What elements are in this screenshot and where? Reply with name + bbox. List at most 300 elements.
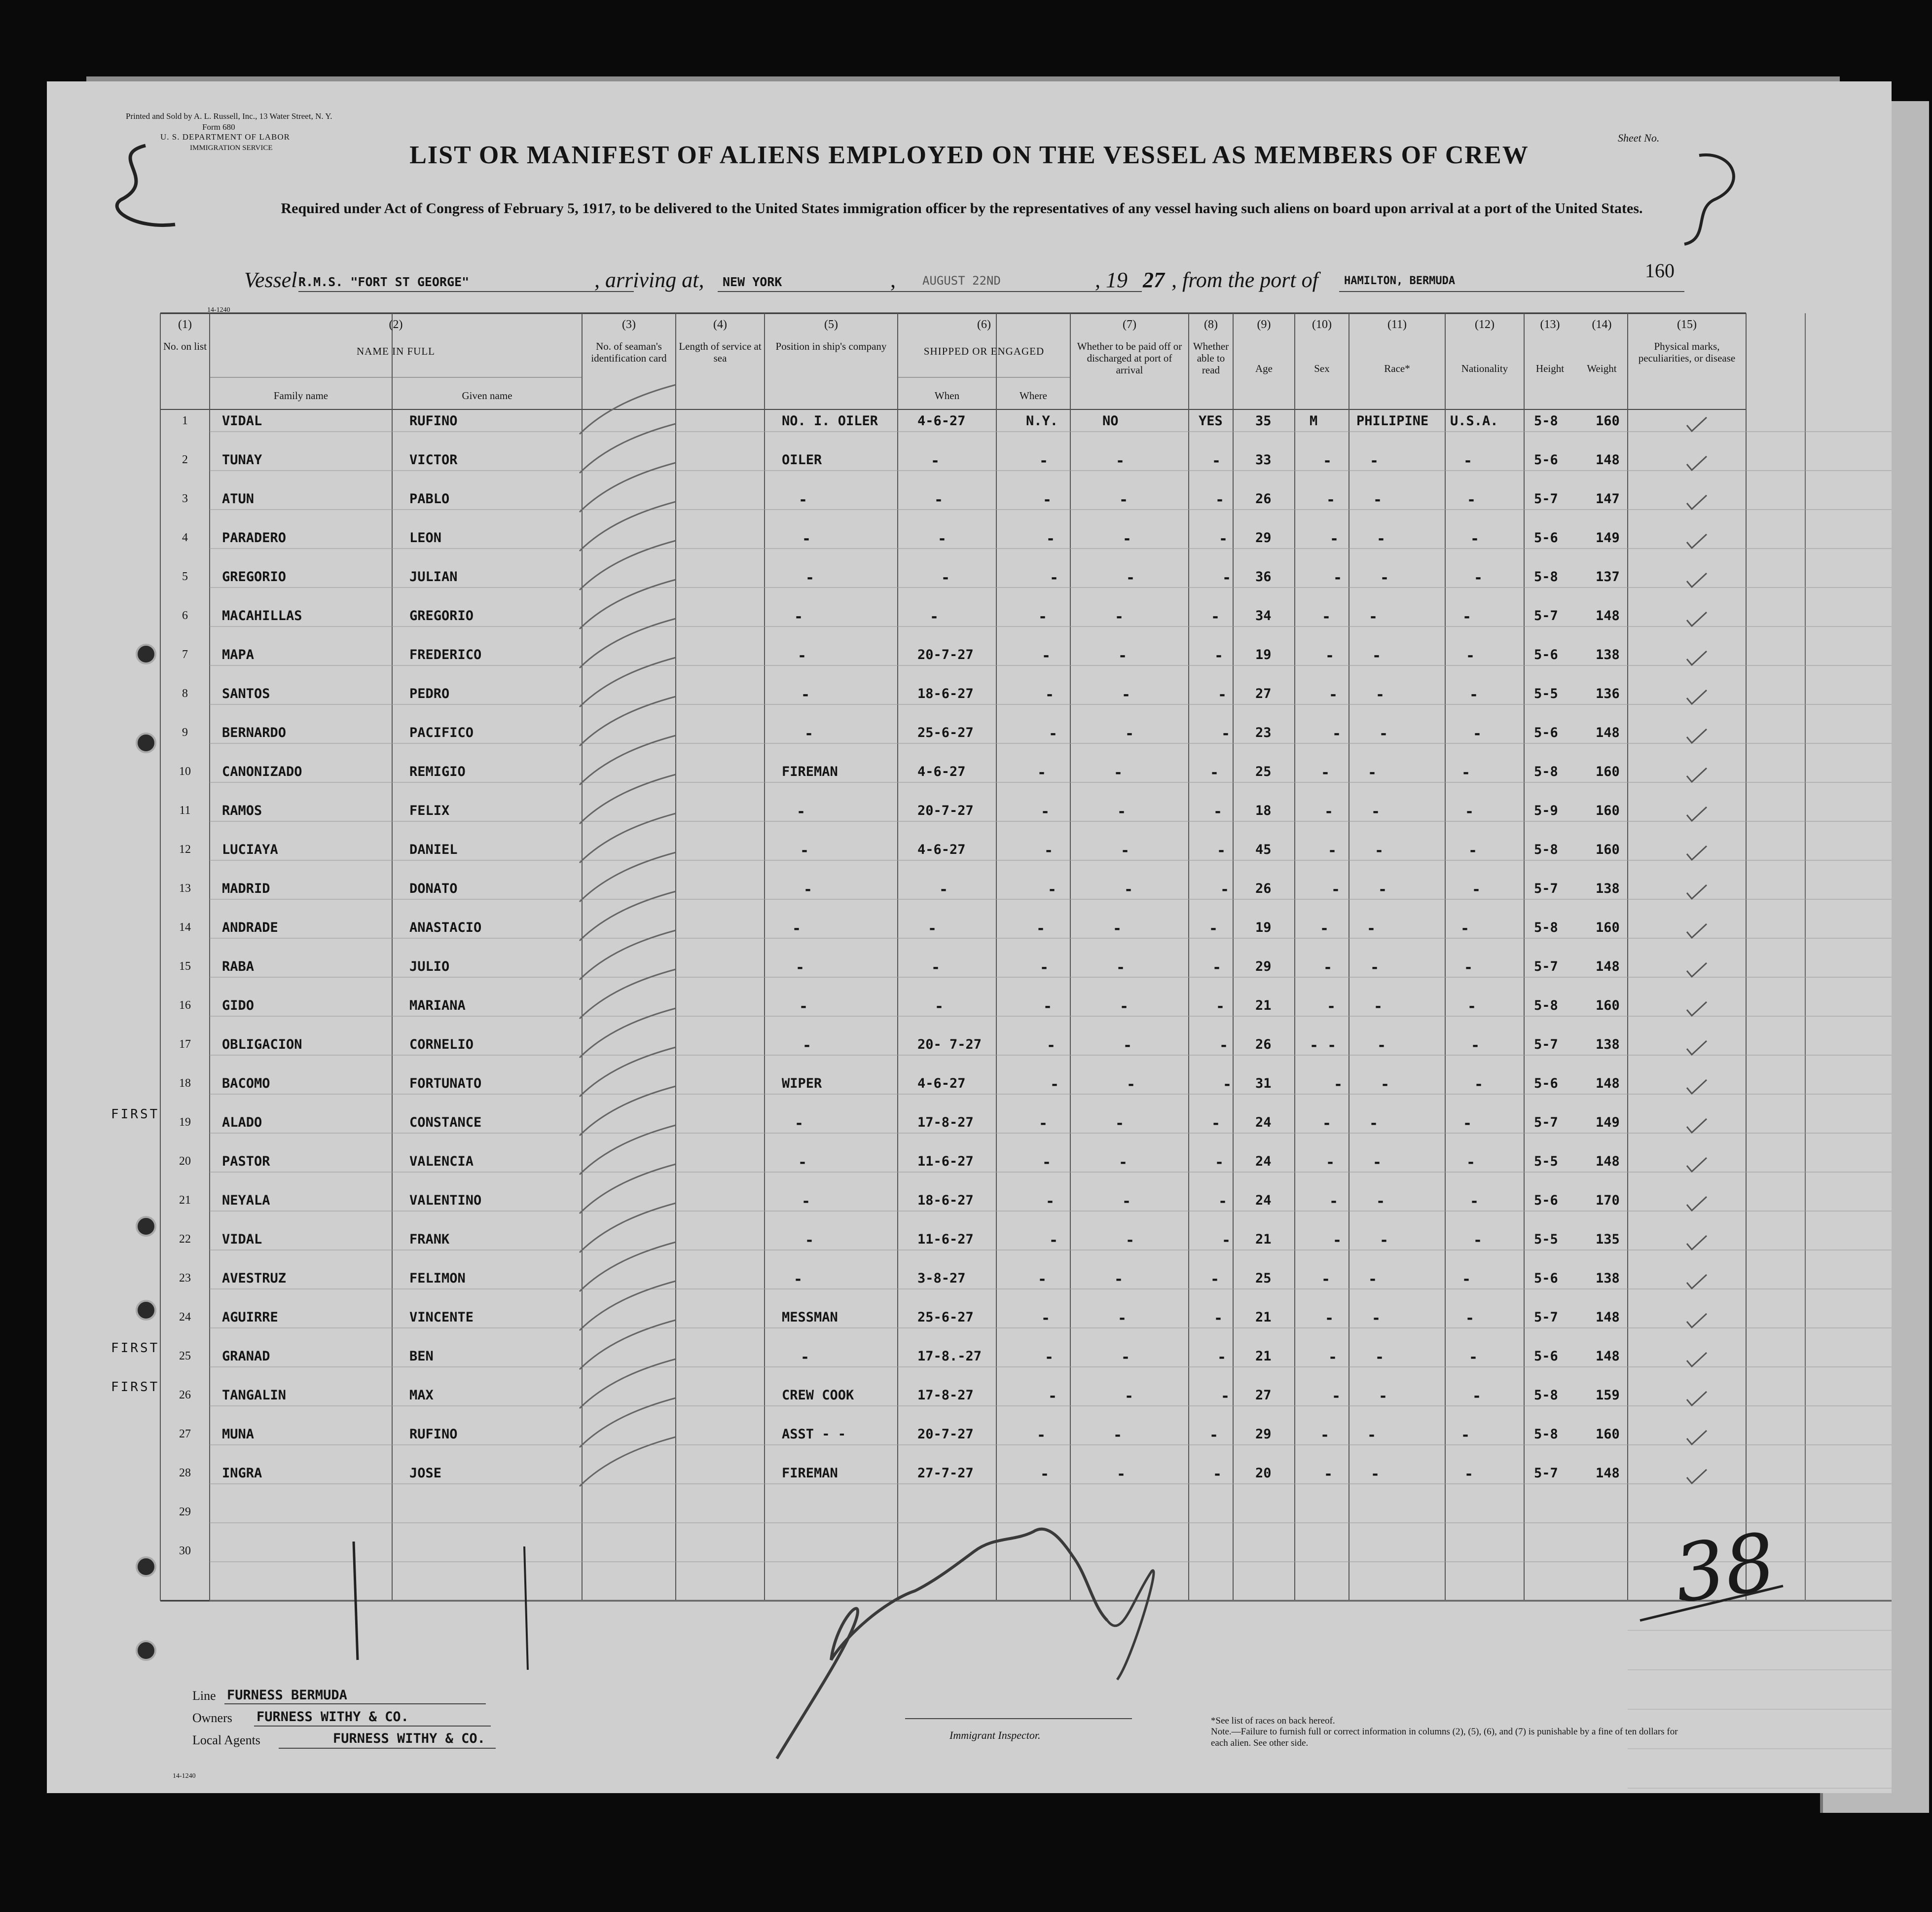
cell-given: PACIFICO — [409, 725, 474, 740]
column-number: (15) — [1677, 318, 1697, 331]
cell-where: - — [1050, 1076, 1059, 1093]
cell-sex: - — [1333, 569, 1343, 587]
cell-where: - — [1043, 491, 1052, 509]
arrival-date: AUGUST 22ND — [922, 274, 1001, 288]
race-note: *See list of races on back hereof. — [1211, 1716, 1335, 1726]
cell-family: ALADO — [222, 1115, 262, 1130]
cell-read: - — [1221, 1388, 1230, 1405]
cell-race: - — [1370, 452, 1379, 470]
cell-when: - — [941, 569, 950, 587]
cell-position: - — [800, 842, 809, 859]
cell-age: 25 — [1255, 1271, 1272, 1286]
service: IMMIGRATION SERVICE — [190, 144, 273, 152]
cell-paid: - — [1119, 491, 1129, 509]
arrival-port: NEW YORK — [723, 275, 782, 289]
cell-race: - — [1379, 725, 1388, 742]
cell-where: - — [1045, 1349, 1054, 1366]
column-number: (9) — [1257, 318, 1271, 331]
row-number: 5 — [182, 570, 188, 583]
margin-note-first: FIRST — [111, 1341, 160, 1356]
cell-position: NO. I. OILER — [782, 413, 878, 429]
cell-read: - — [1213, 1466, 1222, 1483]
column-number: (8) — [1204, 318, 1218, 331]
cell-given: VICTOR — [409, 452, 458, 468]
column-subheading-when: When — [934, 390, 960, 402]
cell-paid: - — [1126, 1232, 1135, 1249]
cell-sex: - — [1321, 764, 1330, 781]
cell-paid: - — [1116, 452, 1125, 470]
column-number: (1) — [178, 318, 192, 331]
column-number: (11) — [1387, 318, 1407, 331]
row-number: 9 — [182, 726, 188, 739]
row-number: 26 — [179, 1389, 191, 1401]
row-number: 17 — [179, 1038, 191, 1051]
cell-given: DANIEL — [409, 842, 458, 857]
cell-sex: - — [1331, 881, 1341, 898]
cell-sex: - — [1323, 452, 1332, 470]
year-prefix: , 19 — [1095, 268, 1128, 292]
punch-hole — [136, 644, 156, 664]
cell-nationality: - — [1474, 1076, 1484, 1093]
cell-nationality: - — [1463, 452, 1473, 470]
cell-race: - — [1373, 491, 1383, 509]
penalty-note: Note.—Failure to furnish full or correct information in columns (2), (5), (6), and (7) is punishable by a fine of ten dollars for each alien. See other side. — [1211, 1727, 1678, 1748]
cell-family: MAPA — [222, 647, 255, 662]
line-label: Line — [192, 1689, 216, 1703]
cell-given: VALENCIA — [409, 1154, 474, 1169]
cell-nationality: - — [1469, 686, 1479, 703]
owners-label: Owners — [192, 1711, 232, 1725]
cell-height: 5-6 — [1534, 452, 1558, 468]
cell-read: - — [1223, 1076, 1232, 1093]
column-label: Physical marks, peculiarities, or disease — [1638, 340, 1736, 364]
signature-tail — [1107, 1571, 1154, 1680]
row-number: 27 — [179, 1428, 191, 1440]
row-number: 1 — [182, 414, 188, 427]
cell-sex: - — [1320, 1427, 1330, 1444]
cell-paid: - — [1114, 1271, 1124, 1288]
departure-port: HAMILTON, BERMUDA — [1344, 275, 1456, 287]
cell-sex: - — [1329, 1193, 1339, 1210]
cell-height: 5-6 — [1534, 1193, 1558, 1208]
cell-sex: - — [1330, 530, 1339, 548]
cell-race: - — [1380, 1232, 1389, 1249]
cell-family: CANONIZADO — [222, 764, 302, 779]
cell-nationality: - — [1470, 1193, 1479, 1210]
cell-age: 18 — [1255, 803, 1272, 818]
department: U. S. DEPARTMENT OF LABOR — [160, 132, 290, 142]
pen-line-1 — [354, 1542, 358, 1660]
cell-nationality: - — [1462, 608, 1472, 625]
cell-paid: - — [1122, 686, 1131, 703]
cell-height: 5-7 — [1534, 1115, 1558, 1130]
cell-where: - — [1039, 452, 1049, 470]
cell-nationality: - — [1474, 569, 1483, 587]
cell-read: - — [1214, 647, 1224, 664]
cell-race: - — [1375, 1349, 1385, 1366]
column-number: (6) — [977, 318, 991, 331]
cell-where: - — [1046, 1193, 1055, 1210]
cell-age: 35 — [1255, 413, 1272, 429]
cell-nationality: - — [1471, 1037, 1480, 1054]
cell-nationality: - — [1464, 1466, 1474, 1483]
cell-read: - — [1212, 959, 1222, 976]
inspector-signature — [777, 1529, 1107, 1759]
column-number: (3) — [622, 318, 636, 331]
row-number: 2 — [182, 453, 188, 466]
cell-race: - — [1368, 1271, 1378, 1288]
cell-where: N.Y. — [1026, 413, 1058, 429]
cell-when: - — [931, 452, 940, 470]
cell-given: PEDRO — [409, 686, 450, 701]
row-number: 4 — [182, 531, 188, 544]
cell-height: 5-8 — [1534, 569, 1558, 585]
cell-height: 5-8 — [1534, 842, 1558, 857]
cell-where: - — [1039, 1115, 1048, 1132]
cell-sex: - — [1325, 647, 1335, 664]
cell-read: - — [1217, 1349, 1227, 1366]
cell-when: - — [935, 998, 944, 1015]
cell-given: JULIO — [409, 959, 450, 974]
cell-position: FIREMAN — [782, 1466, 838, 1481]
cell-family: GIDO — [222, 998, 255, 1013]
cell-race: - — [1380, 569, 1389, 587]
cell-nationality: - — [1466, 647, 1475, 664]
column-label: Race* — [1384, 363, 1410, 374]
cell-height: 5-8 — [1534, 764, 1558, 779]
cell-weight: 148 — [1596, 1310, 1620, 1325]
row-number: 19 — [179, 1116, 191, 1129]
cell-read: - — [1209, 1427, 1219, 1444]
cell-family: GRANAD — [222, 1349, 270, 1364]
column-label: SHIPPED OR ENGAGED — [923, 345, 1045, 357]
cell-position: - — [801, 686, 810, 703]
cell-when: 18-6-27 — [917, 686, 974, 701]
cell-when: 27-7-27 — [917, 1466, 974, 1481]
cell-given: VINCENTE — [409, 1310, 474, 1325]
cell-weight: 148 — [1596, 1466, 1620, 1481]
cell-race: - — [1367, 920, 1376, 937]
margin-note-first: FIRST — [111, 1107, 160, 1122]
cell-family: AVESTRUZ — [222, 1271, 287, 1286]
column-label: No. of seaman's identification card — [591, 340, 667, 364]
cell-when: - — [931, 959, 941, 976]
cell-read: YES — [1199, 413, 1223, 429]
line-value: FURNESS BERMUDA — [227, 1688, 347, 1703]
agents-value: FURNESS WITHY & CO. — [333, 1731, 485, 1746]
cell-where: - — [1044, 842, 1054, 859]
cell-weight: 148 — [1596, 959, 1620, 974]
cell-family: ANDRADE — [222, 920, 278, 935]
cell-position: - — [794, 1271, 803, 1288]
column-number: (4) — [713, 318, 727, 331]
cell-sex: M — [1310, 413, 1318, 429]
cell-read: - — [1209, 920, 1218, 937]
cell-weight: 135 — [1596, 1232, 1620, 1247]
cell-sex: - — [1333, 1232, 1342, 1249]
cell-family: LUCIAYA — [222, 842, 278, 857]
column-number: (10) — [1312, 318, 1332, 331]
cell-weight: 160 — [1596, 413, 1620, 429]
cell-weight: 137 — [1596, 569, 1620, 585]
cell-where: - — [1040, 1466, 1050, 1483]
cell-read: - — [1214, 1310, 1223, 1327]
column-subheading-where: Where — [1020, 390, 1047, 402]
cell-sex: - — [1332, 1388, 1341, 1405]
cell-sex: - — [1328, 1349, 1338, 1366]
cell-weight: 160 — [1596, 998, 1620, 1013]
row-number: 14 — [179, 921, 191, 934]
cell-race: - — [1377, 530, 1386, 548]
cell-where: - — [1041, 1310, 1051, 1327]
cell-family: MACAHILLAS — [222, 608, 302, 624]
vessel-name: R.M.S. "FORT ST GEORGE" — [298, 275, 470, 289]
cell-race: - — [1379, 1388, 1388, 1405]
cell-paid: - — [1123, 1037, 1132, 1054]
cell-read: - — [1216, 998, 1225, 1015]
row-number: 16 — [179, 999, 191, 1012]
cell-sex: - — [1326, 491, 1336, 509]
form-subtitle: Required under Act of Congress of February 5, 1917, to be delivered to the United States immigration officer by the representatives of any vessel having such aliens on board upon arrival at a port of the United States. — [281, 200, 1643, 217]
cell-height: 5-7 — [1534, 608, 1558, 624]
cell-age: 25 — [1255, 764, 1272, 779]
cell-when: 3-8-27 — [917, 1271, 966, 1286]
cell-position: - — [805, 1232, 814, 1249]
row-number: 25 — [179, 1350, 191, 1362]
cell-paid: - — [1115, 608, 1124, 625]
cell-when: 4-6-27 — [917, 413, 966, 429]
cell-age: 45 — [1255, 842, 1272, 857]
punch-hole — [136, 1556, 156, 1577]
cell-read: - — [1210, 764, 1219, 781]
cell-weight: 148 — [1596, 1349, 1620, 1364]
cell-family: AGUIRRE — [222, 1310, 278, 1325]
cell-age: 24 — [1255, 1193, 1272, 1208]
cell-sex: - — [1320, 920, 1329, 937]
cell-where: - — [1042, 647, 1051, 664]
cell-position: FIREMAN — [782, 764, 838, 779]
cell-paid: - — [1125, 725, 1134, 742]
row-number: 23 — [179, 1272, 191, 1285]
cell-race: - — [1368, 764, 1377, 781]
cell-position: - — [805, 569, 815, 587]
cell-paid: - — [1113, 920, 1122, 937]
cell-given: LEON — [409, 530, 442, 546]
cell-height: 5-8 — [1534, 413, 1558, 429]
cell-where: - — [1048, 881, 1057, 898]
cell-where: - — [1048, 1388, 1057, 1405]
cell-given: FREDERICO — [409, 647, 482, 662]
punch-hole — [136, 1216, 156, 1237]
cell-family: RABA — [222, 959, 255, 974]
cell-given: BEN — [409, 1349, 434, 1364]
cell-paid: - — [1114, 764, 1123, 781]
cell-race: - — [1372, 1310, 1381, 1327]
cell-position: - — [799, 491, 808, 509]
column-label: Whether able to read — [1193, 340, 1229, 376]
cell-nationality: - — [1467, 491, 1476, 509]
cell-age: 29 — [1255, 1427, 1272, 1442]
cell-family: TUNAY — [222, 452, 262, 468]
cell-race: - — [1371, 1466, 1380, 1483]
cell-family: BERNARDO — [222, 725, 287, 740]
cell-read: - — [1222, 1232, 1231, 1249]
handwritten-marks — [47, 81, 1892, 1793]
row-number: 11 — [179, 804, 191, 817]
cell-when: 20-7-27 — [917, 1427, 974, 1442]
cell-race: - — [1381, 1076, 1390, 1093]
cell-read: - — [1218, 686, 1227, 703]
cell-sex: - — [1323, 959, 1333, 976]
cell-when: 4-6-27 — [917, 1076, 966, 1091]
cell-race: - — [1370, 959, 1380, 976]
cell-nationality: - — [1462, 1271, 1471, 1288]
column-subheading-given: Given name — [462, 390, 512, 402]
row-number: 12 — [179, 843, 191, 856]
cell-read: - — [1215, 491, 1225, 509]
cell-nationality: U.S.A. — [1450, 413, 1498, 429]
column-label: Position in ship's company — [775, 340, 887, 352]
cell-read: - — [1213, 803, 1223, 820]
cell-race: - — [1374, 998, 1383, 1015]
cell-nationality: - — [1472, 1388, 1482, 1405]
sheet-label: Sheet No. — [1618, 132, 1660, 144]
cell-nationality: - — [1472, 881, 1481, 898]
cell-position: ASST - - — [782, 1427, 846, 1442]
cell-paid: - — [1122, 1193, 1131, 1210]
cell-position: - — [804, 725, 814, 742]
cell-when: 4-6-27 — [917, 842, 966, 857]
cell-given: FORTUNATO — [409, 1076, 482, 1091]
cell-height: 5-9 — [1534, 803, 1558, 818]
cell-given: FELIX — [409, 803, 450, 818]
cell-where: - — [1042, 1154, 1052, 1171]
cell-read: - — [1218, 1193, 1228, 1210]
cell-read: - — [1222, 569, 1232, 587]
form-code-top: 14-1240 — [207, 306, 230, 314]
cell-race: - — [1376, 1193, 1385, 1210]
cell-age: 20 — [1255, 1466, 1272, 1481]
cell-age: 36 — [1255, 569, 1272, 585]
cell-when: 25-6-27 — [917, 1310, 974, 1325]
row-number: 24 — [179, 1311, 191, 1324]
cell-paid: - — [1124, 881, 1133, 898]
cell-paid: - — [1123, 530, 1132, 548]
cell-position: - — [799, 998, 808, 1015]
column-number: (14) — [1592, 318, 1612, 331]
cell-family: BACOMO — [222, 1076, 270, 1091]
cell-position: CREW COOK — [782, 1388, 854, 1403]
cell-age: 27 — [1255, 1388, 1272, 1403]
cell-sex: - — [1327, 998, 1336, 1015]
cell-when: 11-6-27 — [917, 1232, 974, 1247]
cell-where: - — [1038, 608, 1048, 625]
cell-paid: - — [1116, 959, 1126, 976]
cell-when: 17-8-27 — [917, 1388, 974, 1403]
row-number: 8 — [182, 687, 188, 700]
cell-nationality: - — [1461, 764, 1471, 781]
cell-family: OBLIGACION — [222, 1037, 302, 1052]
cell-nationality: - — [1473, 725, 1482, 742]
row-number: 13 — [179, 882, 191, 895]
cell-age: 23 — [1255, 725, 1272, 740]
cell-family: GREGORIO — [222, 569, 287, 585]
cell-race: - — [1369, 608, 1378, 625]
cell-age: 21 — [1255, 1349, 1272, 1364]
column-label: Nationality — [1461, 363, 1508, 374]
margin-note-first: FIRST — [111, 1380, 160, 1395]
cell-paid: - — [1117, 1466, 1126, 1483]
arriving-label: , arriving at, — [594, 268, 704, 292]
punch-hole — [136, 1640, 156, 1661]
cell-given: JOSE — [409, 1466, 442, 1481]
column-label: Age — [1255, 363, 1273, 374]
cell-family: VIDAL — [222, 413, 262, 429]
form-number: Form 680 — [202, 122, 235, 132]
cell-where: - — [1049, 1232, 1058, 1249]
cell-weight: 149 — [1596, 530, 1620, 546]
cell-age: 24 — [1255, 1115, 1272, 1130]
agents-label: Local Agents — [192, 1733, 260, 1747]
cell-read: - — [1212, 452, 1221, 470]
cell-read: - — [1211, 608, 1220, 625]
cell-sex: - — [1322, 608, 1331, 625]
cell-paid: NO — [1102, 413, 1119, 429]
cell-height: 5-7 — [1534, 881, 1558, 896]
cell-age: 21 — [1255, 998, 1272, 1013]
cell-race: - — [1378, 881, 1387, 898]
cell-read: - — [1210, 1271, 1220, 1288]
cell-position: MESSMAN — [782, 1310, 838, 1325]
cell-position: - — [796, 959, 805, 976]
cell-race: - — [1372, 647, 1382, 664]
cell-where: - — [1038, 1271, 1047, 1288]
cell-nationality: - — [1461, 1427, 1470, 1444]
page-number: 160 — [1645, 259, 1675, 282]
year-suffix: 27 — [1143, 268, 1165, 292]
cell-race: - — [1367, 1427, 1377, 1444]
cell-nationality: - — [1468, 842, 1478, 859]
cell-paid: - — [1113, 1427, 1123, 1444]
cell-height: 5-6 — [1534, 1271, 1558, 1286]
cell-paid: - — [1126, 569, 1135, 587]
cell-family: ATUN — [222, 491, 255, 507]
column-number: (5) — [824, 318, 838, 331]
cell-sex: - — [1324, 803, 1334, 820]
cell-height: 5-7 — [1534, 1466, 1558, 1481]
cell-height: 5-7 — [1534, 1037, 1558, 1052]
cell-nationality: - — [1466, 1154, 1476, 1171]
cell-position: - — [797, 803, 806, 820]
cell-age: 21 — [1255, 1310, 1272, 1325]
cell-sex: - — [1329, 686, 1338, 703]
cell-where: - — [1040, 959, 1049, 976]
cell-height: 5-6 — [1534, 725, 1558, 740]
cell-given: PABLO — [409, 491, 450, 507]
column-label: Length of service at sea — [679, 340, 762, 364]
cell-where: - — [1043, 998, 1053, 1015]
cell-when: 20- 7-27 — [917, 1037, 982, 1052]
cell-paid: - — [1118, 1310, 1127, 1327]
cell-weight: 138 — [1596, 1271, 1620, 1286]
cell-weight: 136 — [1596, 686, 1620, 701]
cell-weight: 138 — [1596, 881, 1620, 896]
cell-age: 34 — [1255, 608, 1272, 624]
column-number: (7) — [1123, 318, 1136, 331]
cell-age: 24 — [1255, 1154, 1272, 1169]
cell-where: - — [1045, 686, 1055, 703]
cell-given: FELIMON — [409, 1271, 466, 1286]
